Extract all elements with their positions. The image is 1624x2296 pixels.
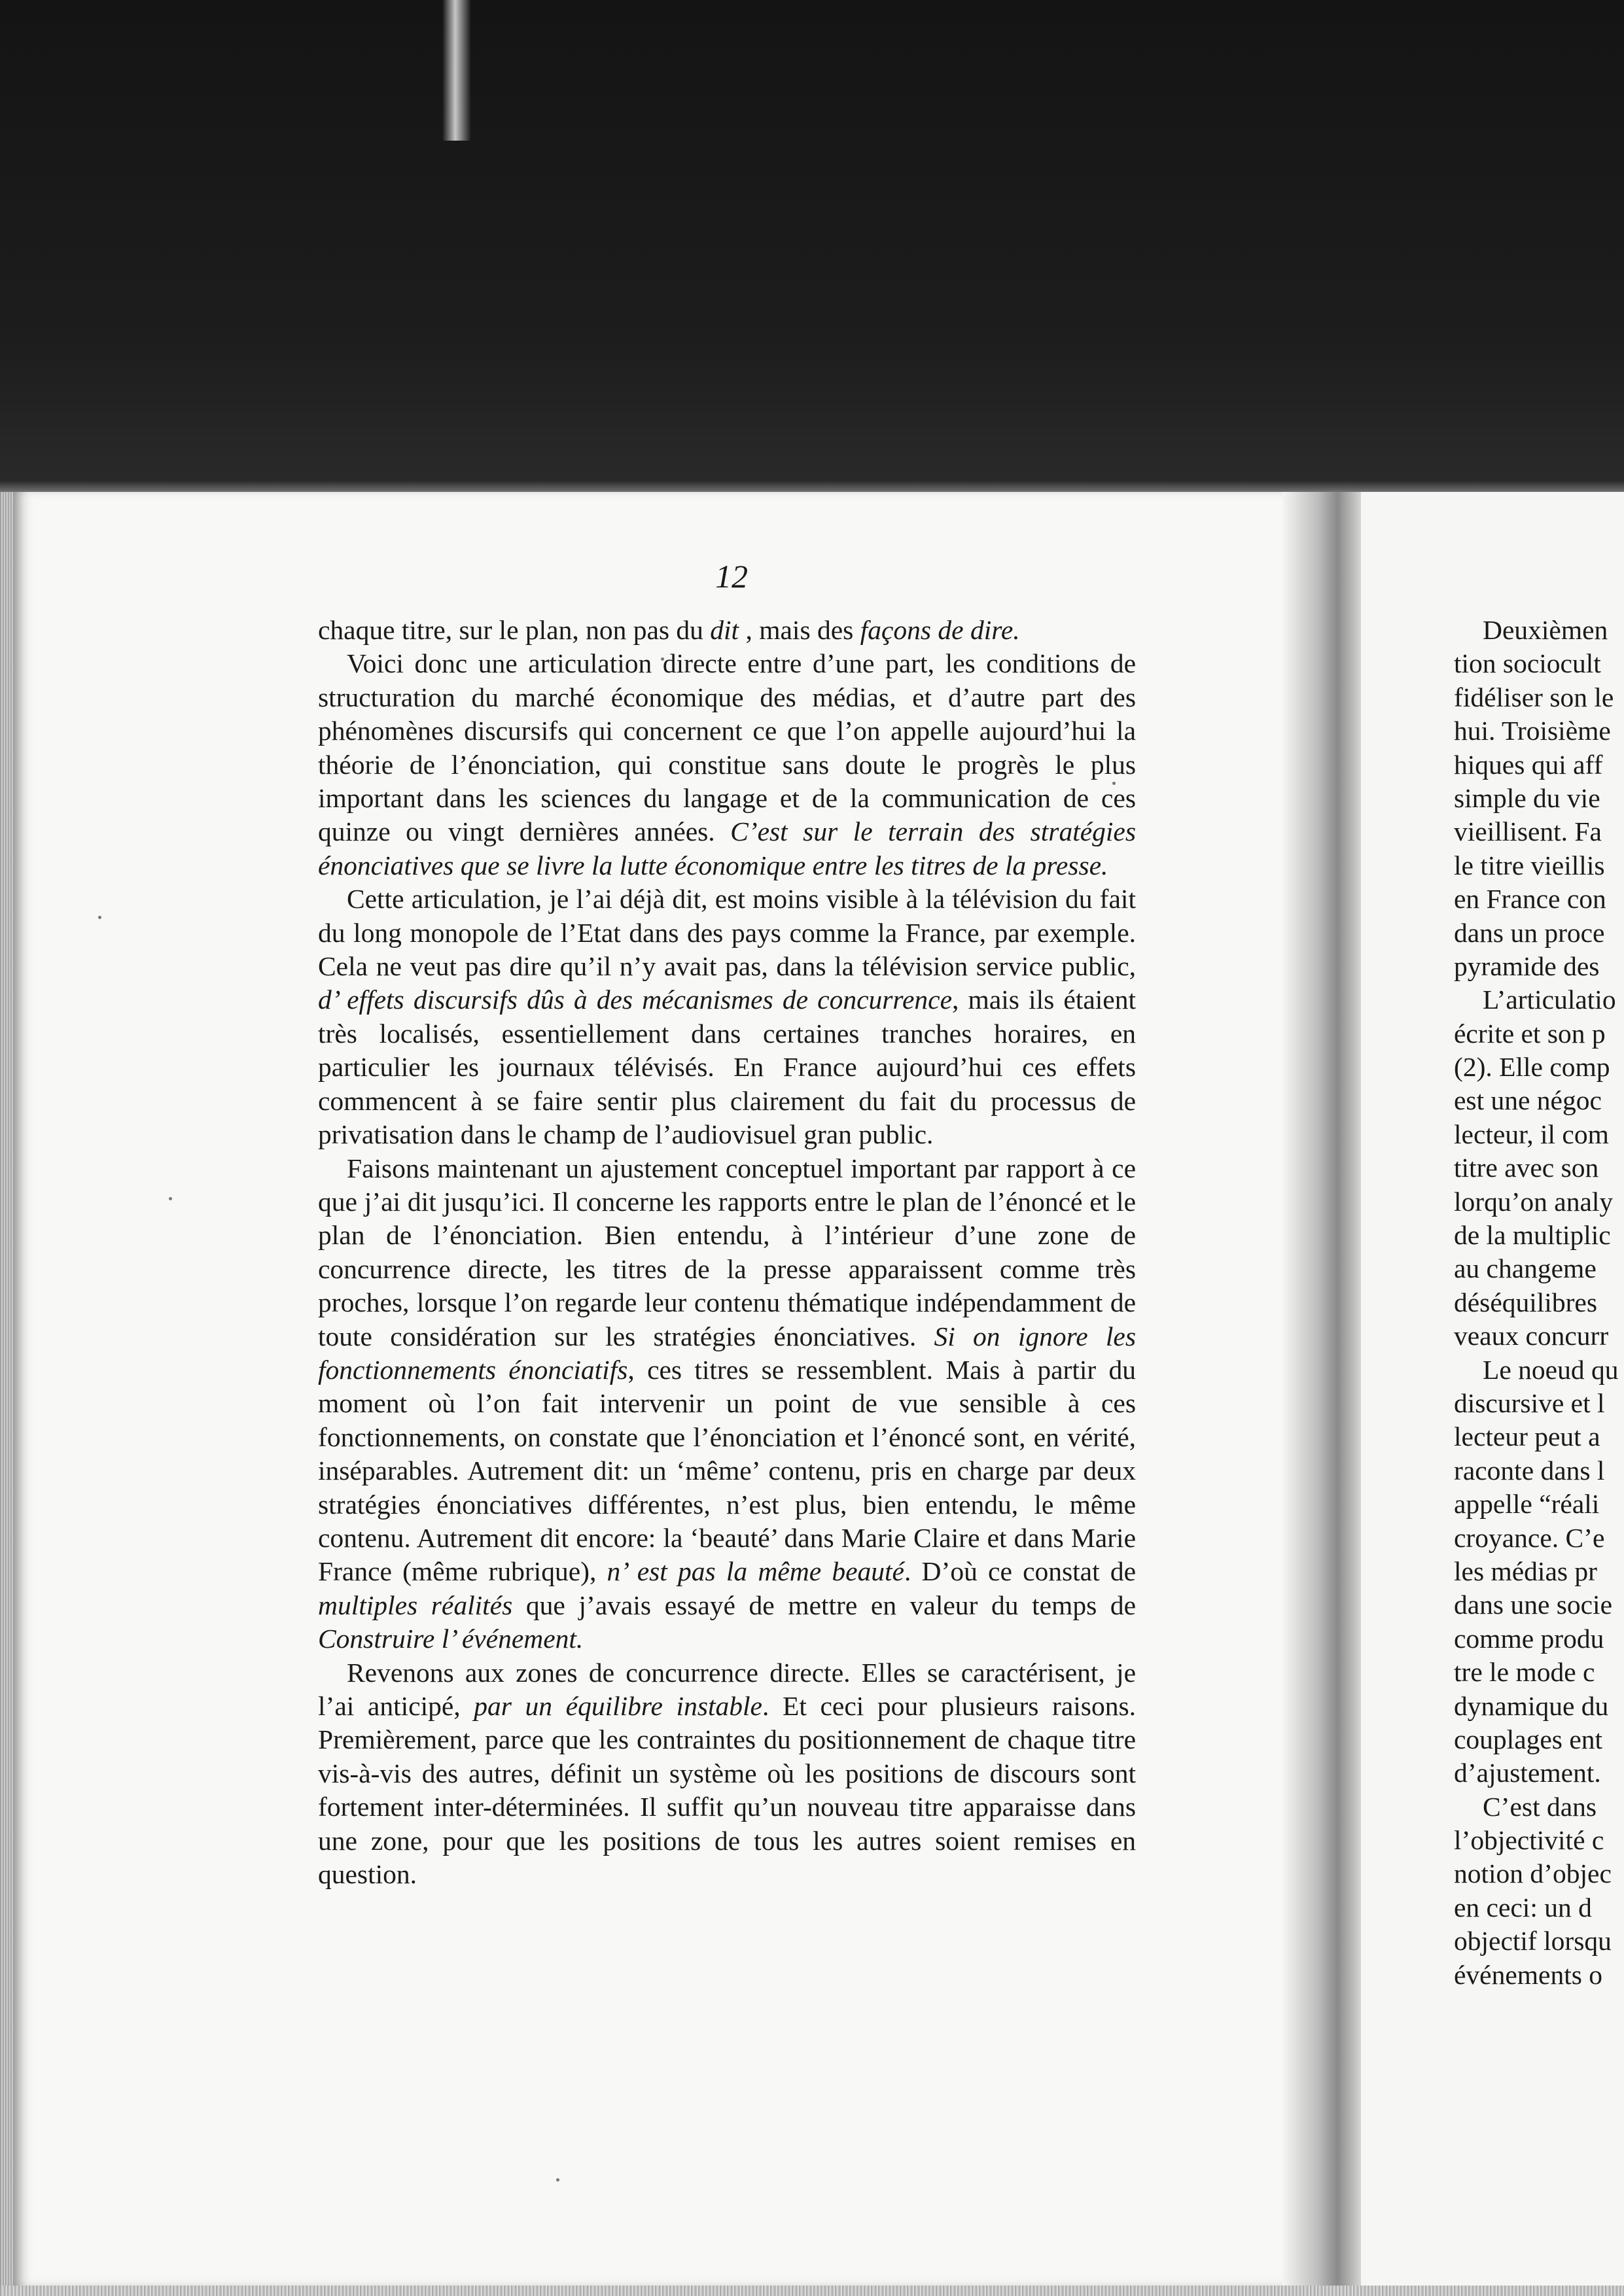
italic-text: dit xyxy=(710,615,739,645)
text-line: discursive et l xyxy=(1454,1387,1605,1418)
text-run: chaque titre, sur le plan, non pas du xyxy=(318,615,711,645)
text-run: Revenons aux zones de concurrence directe. Elles se caractérisent, je l’ai anticipé, xyxy=(318,1657,1136,1721)
text-line: déséquilibres xyxy=(1454,1287,1597,1317)
text-line: d’ajustement. xyxy=(1454,1758,1601,1788)
book-gutter xyxy=(1282,492,1361,2286)
text-line: en France con xyxy=(1454,884,1606,914)
text-line: notion d’objec xyxy=(1454,1858,1612,1889)
italic-text: d’ effets discursifs dûs à des mécanismes de concurrence xyxy=(318,984,953,1015)
italic-text: C’est sur le terrain des stratégies énonciatives que se livre la lutte économique entre les titres de la presse. xyxy=(318,816,1136,880)
text-line: L’articulatio xyxy=(1483,984,1616,1015)
text-line: Le noeud qu xyxy=(1483,1354,1619,1385)
paragraph xyxy=(318,1152,1136,1656)
text-line: veaux concurr xyxy=(1454,1321,1609,1351)
page-stack-edge-bottom xyxy=(0,2286,1624,2296)
scan-speck xyxy=(98,916,101,919)
paragraph xyxy=(318,1656,1136,1892)
italic-text: n’ est pas la même beauté xyxy=(607,1556,904,1587)
scan-speck xyxy=(556,2178,559,2182)
text-line: raconte dans l xyxy=(1454,1455,1605,1486)
text-run: , ces titres se ressemblent. Mais à partir du moment où l’on fait intervenir un point de vue sensible à ces fonctionnements, on constate que l’énonciation et l’énoncé sont, en vérité, inséparables. Autrement dit: un ‘même’ contenu, pris en charge par deux stratégies énonciatives différentes, n’est plus, bien entendu, le même contenu. Autrement dit encore: la ‘beauté’ dans Marie Claire et dans Marie France (même rubrique), xyxy=(318,1354,1136,1587)
text-line: écrite et son p xyxy=(1454,1018,1606,1049)
text-line: est une négoc xyxy=(1454,1085,1602,1116)
text-run: Cette articulation, je l’ai déjà dit, est moins visible à la télévision du fait du long monopole de l’Etat dans des pays comme la France, par exemple. Cela ne veut pas dire qu’il n’y avait pas, dans la télévision service public, xyxy=(318,884,1136,982)
text-line: événements o xyxy=(1454,1959,1603,1990)
text-line: simple du vie xyxy=(1454,782,1600,813)
text-line: appelle “réali xyxy=(1454,1489,1600,1520)
italic-text: façons de dire. xyxy=(860,615,1020,645)
text-line: tre le mode c xyxy=(1454,1657,1595,1688)
text-line: vieillisent. Fa xyxy=(1454,816,1602,847)
italic-text: Si on ignore les fonctionnements énonciatifs xyxy=(318,1321,1136,1385)
text-line: lecteur, il com xyxy=(1454,1119,1609,1149)
text-line: de la multiplic xyxy=(1454,1220,1611,1251)
text-line: hiques qui aff xyxy=(1454,749,1603,780)
italic-text: par un équilibre instable xyxy=(474,1691,762,1721)
italic-text: Construire l’ événement. xyxy=(318,1624,584,1654)
text-line: lecteur peut a xyxy=(1454,1421,1600,1452)
text-line: dans une socie xyxy=(1454,1590,1613,1620)
text-run: . Et ceci pour plusieurs raisons. Premièrement, parce que les contraintes du positionnement de chaque titre vis-à-vis des autres, définit un système où les positions de discours sont fortement inter-déterminées. Il suffit qu’un nouveau titre apparaisse dans une zone, pour que les positions de tous les autres soient remises en question. xyxy=(318,1691,1136,1890)
text-run: . D’où ce constat de xyxy=(904,1556,1136,1587)
text-line: fidéliser son le xyxy=(1454,682,1614,712)
scan-dark-background xyxy=(0,0,1624,487)
text-run: que j’avais essayé de mettre en valeur du temps de xyxy=(512,1590,1136,1620)
text-line: croyance. C’e xyxy=(1454,1522,1605,1553)
text-line: C’est dans xyxy=(1483,1791,1597,1822)
text-run: Voici donc une articulation directe entre d’une part, les conditions de structuration du marché économique des médias, et d’autre part des phénomènes discursifs qui concernent ce que l’on appelle aujourd’hui la théorie de l’énonciation, qui constitue sans doute le progrès le plus important dans les sciences du langage et de la communication de ces quinze ou vingt dernières années. xyxy=(318,648,1136,847)
page-number: 12 xyxy=(715,558,748,595)
text-line: les médias pr xyxy=(1454,1556,1597,1586)
paragraph xyxy=(318,647,1136,882)
text-line: tion sociocult xyxy=(1454,648,1601,679)
text-line: le titre vieillis xyxy=(1454,850,1605,880)
text-line: (2). Elle comp xyxy=(1454,1052,1610,1083)
text-line: pyramide des xyxy=(1454,950,1600,981)
italic-text: multiples réalités xyxy=(318,1590,513,1620)
right-page-text-column xyxy=(1454,614,1624,1992)
text-run: Faisons maintenant un ajustement conceptuel important par rapport à ce que j’ai dit jusqu’ici. Il concerne les rapports entre le plan de l’énoncé et le plan de l’énonciation. Bien entendu, à l’intérieur d’une zone de concurrence directe, les titres de la presse apparaissent comme très proches, lorsque l’on regarde leur contenu thématique indépendamment de toute considération sur les stratégies énonciatives. xyxy=(318,1153,1136,1351)
paragraph xyxy=(318,882,1136,1151)
text-line: objectif lorsqu xyxy=(1454,1926,1612,1957)
text-line: lorqu’on analy xyxy=(1454,1186,1614,1217)
paragraph xyxy=(318,614,1136,647)
text-line: Deuxièmen xyxy=(1483,615,1608,645)
text-run: , mais ils étaient très localisés, essentiellement dans certaines tranches horaires, en particulier les journaux télévisés. En France aujourd’hui ces effets commencent à se faire sentir plus clairement du fait du processus de privatisation dans le champ de l’audiovisuel gran public. xyxy=(318,984,1137,1150)
text-line: titre avec son xyxy=(1454,1153,1599,1183)
text-line: dynamique du xyxy=(1454,1690,1609,1721)
scan-speck xyxy=(169,1197,172,1200)
text-line: en ceci: un d xyxy=(1454,1892,1592,1922)
text-line: dans un proce xyxy=(1454,917,1605,948)
text-line: hui. Troisième xyxy=(1454,716,1611,746)
text-line: au changeme xyxy=(1454,1253,1597,1284)
text-line: couplages ent xyxy=(1454,1724,1603,1754)
text-line: l’objectivité c xyxy=(1454,1825,1604,1856)
left-page-text-column xyxy=(318,614,1136,1891)
text-run: , mais des xyxy=(739,615,860,645)
text-line: comme produ xyxy=(1454,1623,1604,1654)
scan-light-glint xyxy=(442,0,471,141)
